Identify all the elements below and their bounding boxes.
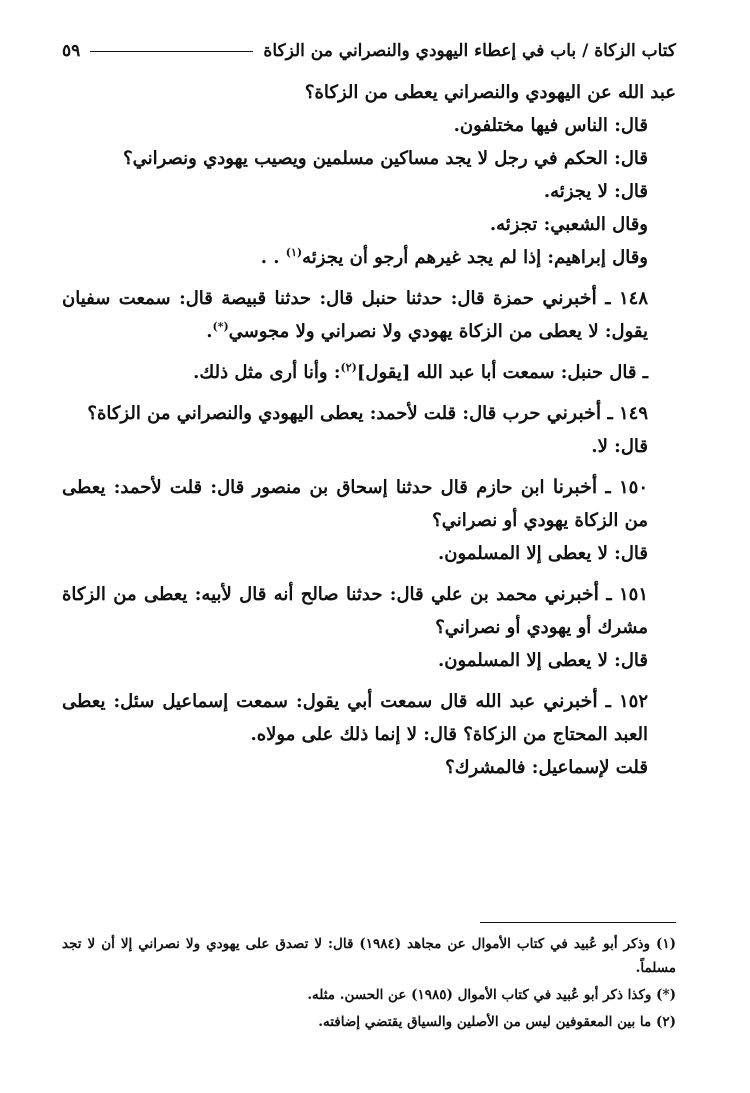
narration-text: ابن حازم قال حدثنا إسحاق بن منصور قال: قلت لأحمد: يعطى من الزكاة يهودي أو نصراني؟ (62, 477, 648, 531)
narration-152 (62, 685, 676, 751)
footnotes (62, 932, 676, 1037)
footnote-ref: (١) (285, 246, 303, 259)
narration-148-addendum (62, 356, 676, 389)
narration-answer: قال: لا. (591, 436, 648, 457)
narration-text: محمد بن علي قال: حدثنا صالح أنه قال لأبيه: يعطى من الزكاة مشرك أو يهودي أو نصراني؟ (62, 584, 648, 638)
footnote-ref: (٢) (340, 361, 357, 374)
narration-keyword: أخبرني (544, 583, 599, 605)
narration-number: ١٤٩ ـ (607, 403, 648, 424)
narration-keyword: أخبرني (543, 690, 598, 712)
narration-text: عبد الله قال سمعت أبي يقول: سمعت إسماعيل سئل: يعطى العبد المحتاج من الزكاة؟ قال: لا إنما ذلك على مولاه. (62, 691, 648, 745)
text-line: قال: الناس فيها مختلفون. (453, 115, 648, 136)
text-line (62, 241, 676, 274)
narration-answer: قال: لا يعطى إلا المسلمون. (438, 543, 648, 564)
text-span: . (206, 321, 213, 342)
text-span: وقال إبراهيم: إذا لم يجد غيرهم أرجو أن يجزئه (302, 247, 648, 268)
narration-number: ١٤٨ ـ (605, 288, 648, 309)
footnote-2: (٢) ما بين المعقوفين ليس من الأصلين والسياق يقتضي إضافته. (318, 1014, 676, 1030)
page-number: ٥٩ (62, 41, 81, 61)
narration-text: حمزة قال: حدثنا حنبل قال: حدثنا قبيصة قال: سمعت سفيان يقول: لا يعطى من الزكاة يهودي ولا نصراني ولا مجوسي (62, 288, 648, 342)
narration-answer: قلت لإسماعيل: فالمشرك؟ (445, 757, 648, 778)
text-span: . . (260, 247, 286, 268)
main-text (62, 76, 676, 784)
text-line: قال: لا يجزئه. (543, 181, 648, 202)
narration-149 (62, 397, 676, 430)
text-line: قال: الحكم في رجل لا يجد مساكين مسلمين ويصيب يهودي ونصراني؟ (123, 148, 648, 169)
text-line: عبد الله عن اليهودي والنصراني يعطى من الزكاة؟ (304, 82, 676, 103)
book-page (62, 34, 676, 1064)
narration-answer: قال: لا يعطى إلا المسلمون. (438, 650, 648, 671)
text-span: : وأنا أرى مثل ذلك. (193, 362, 341, 383)
narration-number: ١٥١ ـ (606, 584, 648, 605)
narration-text: حرب قال: قلت لأحمد: يعطى اليهودي والنصراني من الزكاة؟ (87, 403, 547, 424)
narration-keyword: أخبرني (542, 287, 597, 309)
narration-keyword: أخبرني (546, 402, 602, 424)
header-rule (90, 51, 253, 52)
text-line: وقال الشعبي: تجزئه. (489, 214, 648, 235)
header-title: كتاب الزكاة / باب في إعطاء اليهودي والنصراني من الزكاة (263, 41, 676, 61)
narration-number: ١٥٢ ـ (605, 691, 648, 712)
running-header (62, 34, 676, 68)
text-span: ـ قال حنبل: سمعت أبا عبد الله [يقول] (356, 362, 648, 383)
narration-150 (62, 471, 676, 537)
footnote-ref: (*) (212, 320, 229, 333)
footnote-star: (*) وكذا ذكر أبو عُبيد في كتاب الأموال (١٩٨٥) عن الحسن. مثله. (307, 987, 676, 1003)
narration-151 (62, 578, 676, 644)
footnote-1: (١) وذكر أبو عُبيد في كتاب الأموال عن مجاهد (١٩٨٤) قال: لا تصدق على يهودي ولا نصراني إلا أن لا تجد مسلماً. (62, 936, 676, 976)
footnote-separator (480, 922, 676, 923)
narration-148 (62, 282, 676, 348)
narration-number: ١٥٠ ـ (605, 477, 648, 498)
narration-keyword: أخبرنا (552, 476, 598, 498)
